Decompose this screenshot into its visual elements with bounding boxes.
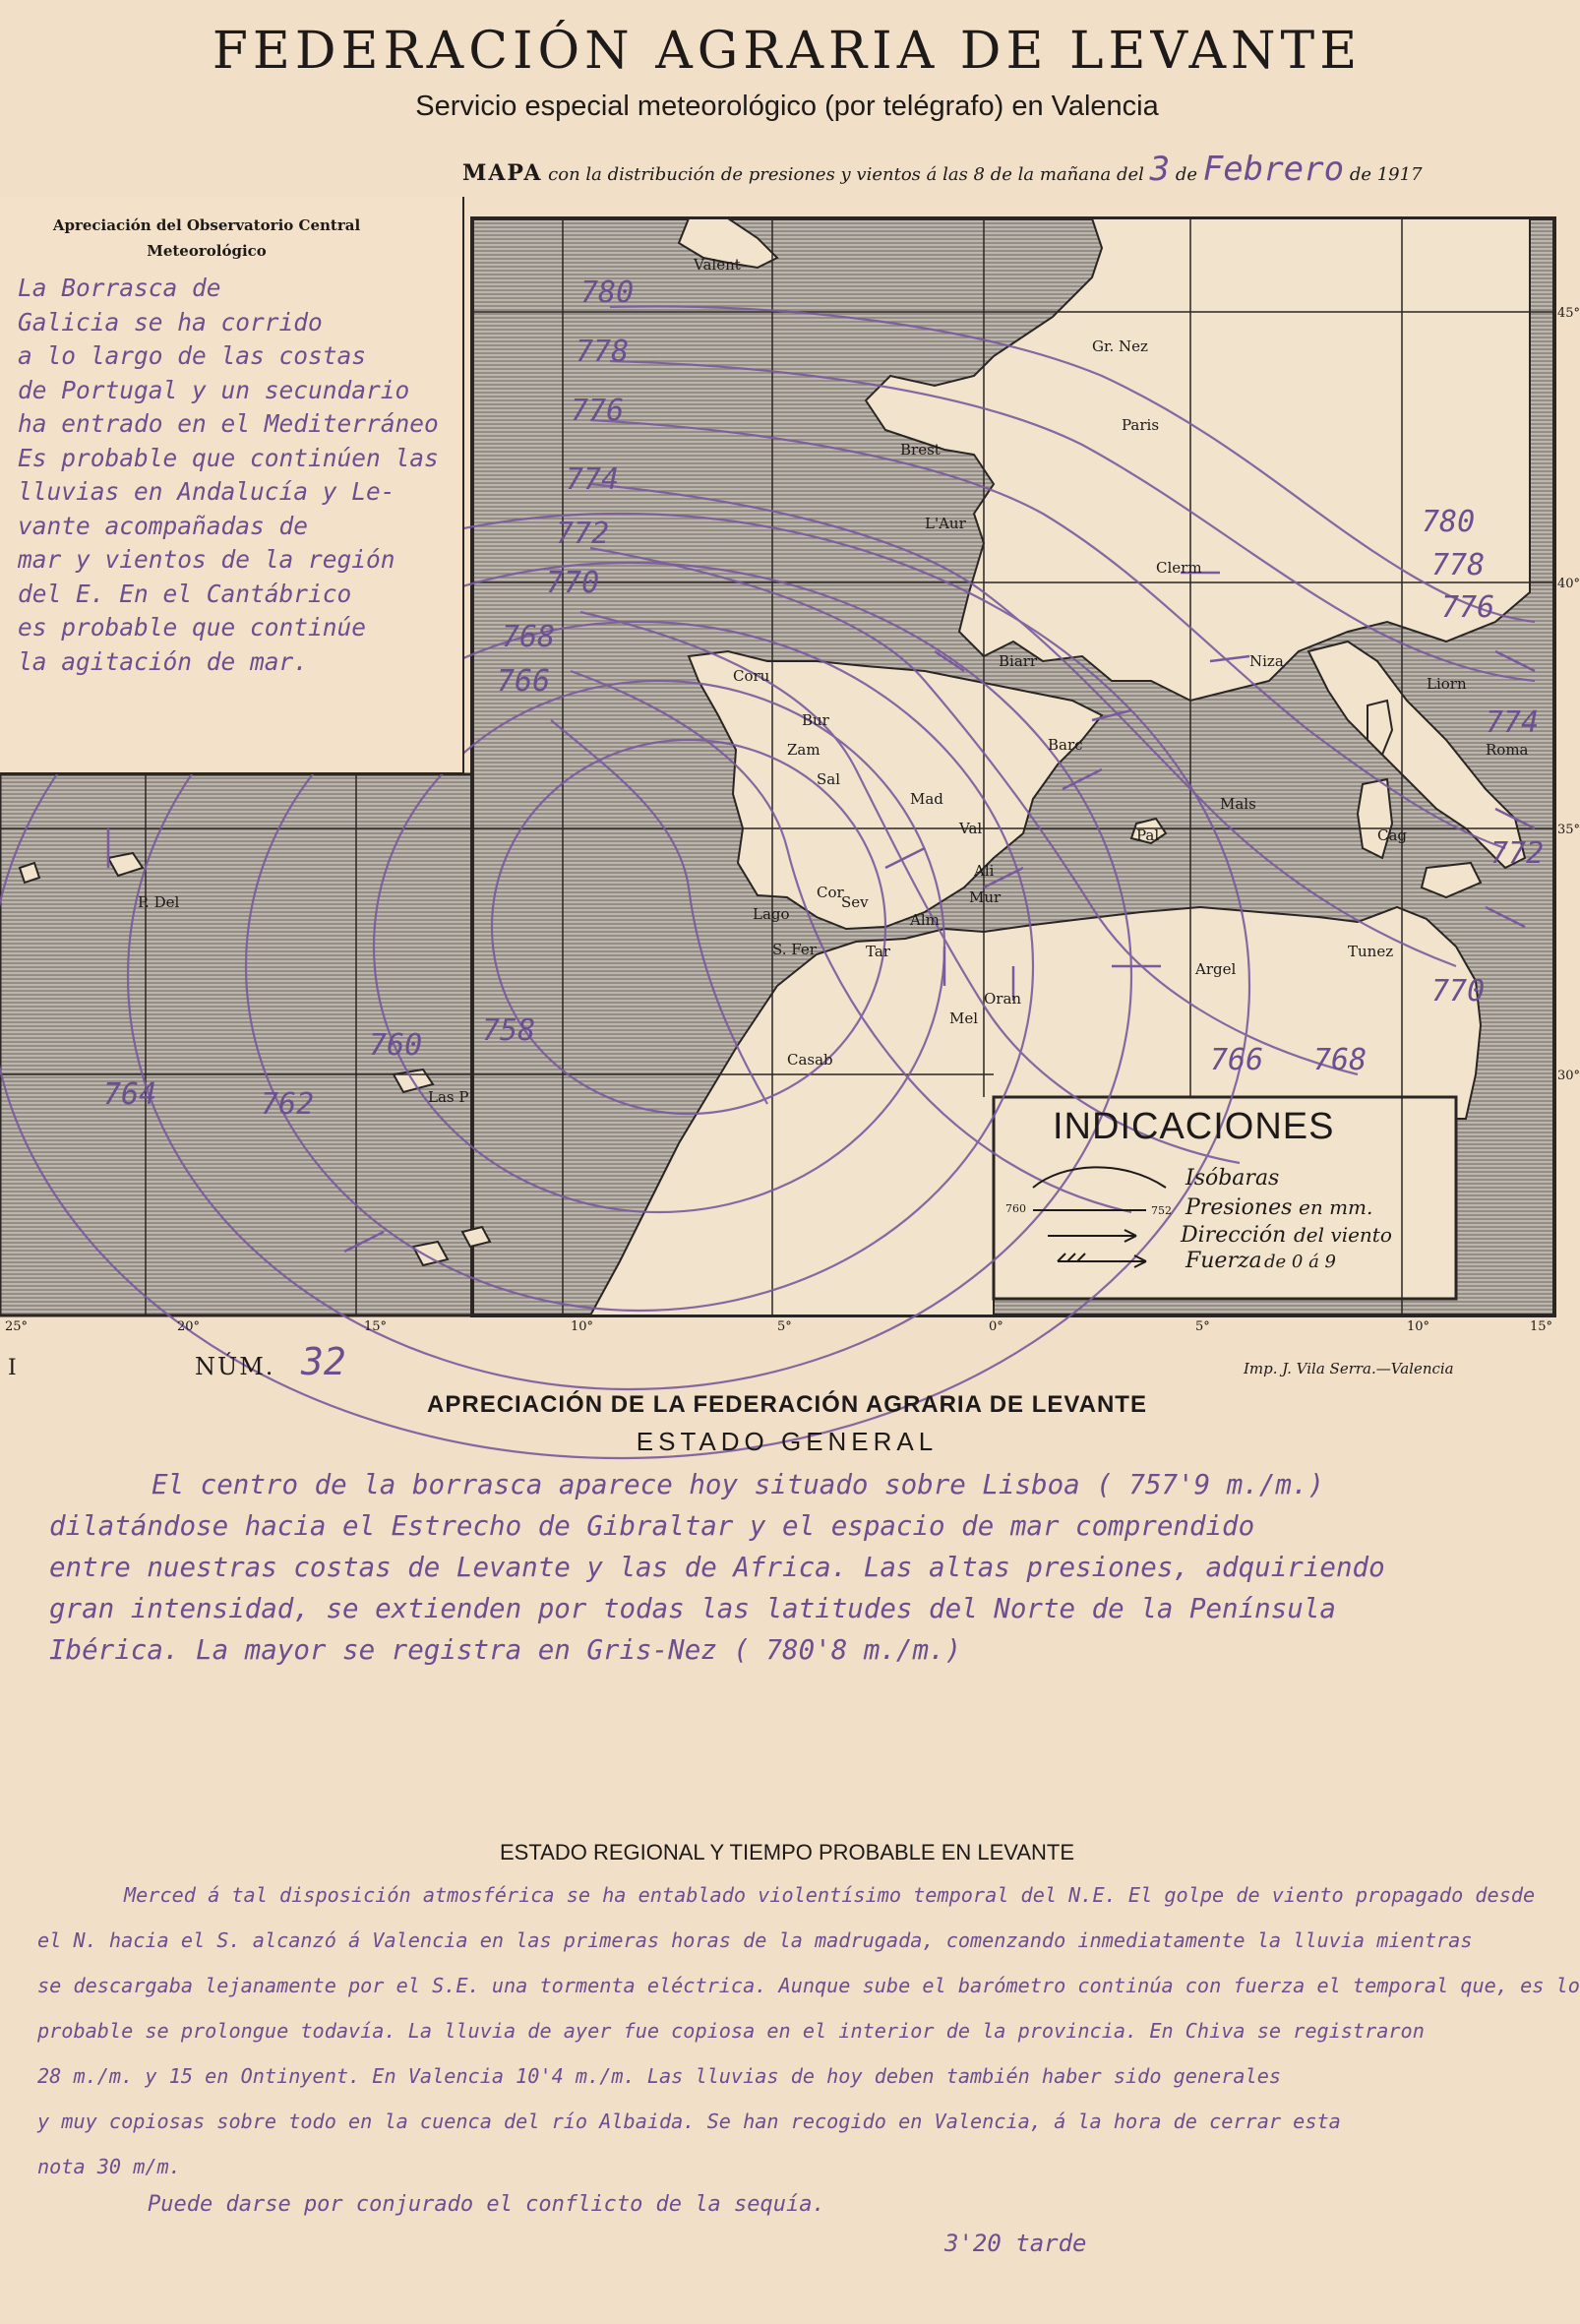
general-state-line: El centro de la borrasca aparece hoy situado sobre Lisboa ( 757'9 m./m.) — [152, 1469, 1325, 1500]
lon-label: 0° — [989, 1319, 1003, 1334]
place-name: Val — [959, 820, 983, 837]
isobar-label: 768 — [502, 620, 556, 654]
lat-label: 40° — [1557, 577, 1580, 591]
place-name: Liorn — [1427, 675, 1467, 693]
place-name: Ali — [974, 862, 995, 880]
isobar-label: 772 — [1490, 836, 1545, 871]
regional-time: 3'20 tarde — [944, 2230, 1087, 2257]
isobar-label: 778 — [576, 335, 630, 369]
observatory-note-line: a lo largo de las costas — [18, 341, 367, 370]
place-name: Roma — [1486, 741, 1529, 759]
isobar-label: 758 — [482, 1013, 536, 1048]
lon-label: 5° — [777, 1319, 792, 1334]
number-value: 32 — [301, 1340, 346, 1383]
isobar-label: 762 — [261, 1087, 315, 1122]
imprint: Imp. J. Vila Serra.—Valencia — [1244, 1360, 1454, 1377]
lon-label: 20° — [177, 1319, 201, 1334]
isobar-label: 776 — [1441, 590, 1495, 625]
observatory-note-line: de Portugal y un secundario — [18, 375, 410, 404]
place-name: Sev — [841, 893, 869, 911]
place-name: Paris — [1122, 416, 1160, 434]
place-name: Cor — [817, 884, 844, 901]
isobar-label: 770 — [546, 566, 600, 600]
legend-fuerza: Fuerza — [1185, 1249, 1262, 1273]
place-name: Cag — [1377, 826, 1408, 844]
observatory-note-line: La Borrasca de — [18, 274, 221, 302]
regional-line: nota 30 m/m. — [37, 2155, 181, 2178]
legend-pressure-left: 760 — [1005, 1202, 1026, 1215]
regional-line: Merced á tal disposición atmosférica se ha entablado violentísimo temporal del N.E. El golpe de viento propagado desde — [124, 1883, 1536, 1907]
general-state-heading: ESTADO GENERAL — [636, 1427, 939, 1456]
place-name: Tunez — [1348, 943, 1394, 960]
observatory-heading — [0, 213, 413, 264]
observatory-note-line: Galicia se ha corrido — [18, 307, 323, 336]
observatory-note-line: la agitación de mar. — [18, 646, 309, 676]
place-name: S. Fer — [772, 941, 817, 958]
lon-label: 15° — [1530, 1319, 1553, 1334]
observatory-note-line: ha entrado en el Mediterráneo — [18, 409, 439, 438]
isobar-label: 766 — [497, 664, 551, 699]
place-name: Argel — [1195, 960, 1237, 978]
place-name: Pal — [1136, 826, 1160, 844]
margin-mark: I — [8, 1356, 17, 1380]
lon-label: 15° — [364, 1319, 388, 1334]
isobar-label: 776 — [571, 394, 625, 428]
isobar-label: 770 — [1431, 974, 1486, 1009]
place-name: Mel — [949, 1009, 979, 1027]
regional-line: se descargaba lejanamente por el S.E. una tormenta eléctrica. Aunque sube el barómetro continúa con fuerza el temporal que, es lo — [37, 1974, 1580, 1997]
place-name: Alm — [910, 911, 940, 929]
number-label: NÚM. — [195, 1353, 275, 1380]
lat-label: 35° — [1557, 823, 1580, 837]
regional-extra-note: Puede darse por conjurado el conflicto de la sequía. — [148, 2192, 825, 2217]
general-state-line: dilatándose hacia el Estrecho de Gibraltar y el espacio de mar comprendido — [49, 1510, 1255, 1542]
map-day: 3 — [1149, 150, 1171, 189]
place-name: Coru — [733, 667, 770, 685]
place-name: Casab — [787, 1051, 833, 1069]
place-name: Brest — [900, 441, 941, 459]
lon-label: 10° — [571, 1319, 594, 1334]
isobar-label: 772 — [556, 517, 610, 551]
isobar-label: 778 — [1431, 548, 1486, 582]
place-name: Mad — [910, 790, 943, 808]
legend-isobaras: Isóbaras — [1185, 1166, 1280, 1191]
legend-direccion: Dirección — [1181, 1223, 1287, 1248]
legend-presiones-unit: en mm. — [1299, 1195, 1373, 1219]
place-name: Las P — [428, 1088, 469, 1106]
place-name: Lago — [753, 905, 790, 923]
page-subtitle: Servicio especial meteorológico (por telégrafo) en Valencia — [415, 91, 1159, 122]
observatory-note-line: del E. En el Cantábrico — [18, 579, 352, 608]
map-year: de 1917 — [1349, 164, 1423, 185]
regional-text — [37, 1872, 1580, 2189]
general-state-line: entre nuestras costas de Levante y las de Africa. Las altas presiones, adquiriendo — [49, 1552, 1385, 1583]
regional-line: 28 m./m. y 15 en Ontinyent. En Valencia 10'4 m./m. Las lluvias de hoy deben también haber sido generales — [37, 2064, 1282, 2088]
place-name: Gr. Nez — [1092, 337, 1148, 355]
observatory-note-line: lluvias en Andalucía y Le- — [18, 477, 395, 506]
place-name: Biarr — [999, 652, 1038, 670]
lon-label: 10° — [1407, 1319, 1430, 1334]
place-name: Bur — [802, 711, 829, 729]
general-state-text — [49, 1464, 1554, 1671]
place-name: L'Aur — [925, 515, 966, 532]
place-name: Oran — [984, 990, 1022, 1008]
regional-line: y muy copiosas sobre todo en la cuenca del río Albaida. Se han recogido en Valencia, á la hora de cerrar esta — [37, 2110, 1341, 2133]
place-name: Zam — [787, 741, 820, 759]
map-caption-line — [462, 150, 1569, 189]
general-state-line: gran intensidad, se extienden por todas las latitudes del Norte de la Península — [49, 1593, 1336, 1624]
place-name: Mur — [969, 888, 1002, 906]
observatory-heading-line: Apreciación del Observatorio Central — [52, 216, 361, 234]
place-name: Barc — [1048, 736, 1083, 754]
map-caption-de: de — [1175, 164, 1198, 185]
place-name: Clerm — [1156, 559, 1202, 577]
legend-fuerza-unit: de 0 á 9 — [1264, 1252, 1336, 1272]
regional-line: probable se prolongue todavía. La lluvia de ayer fue copiosa en el interior de la provincia. En Chiva se registraron — [37, 2019, 1425, 2043]
map-caption-text: con la distribución de presiones y vientos á las 8 de la mañana del — [548, 164, 1144, 185]
observatory-note-line: vante acompañadas de — [18, 511, 309, 540]
isobar-label: 780 — [580, 275, 635, 310]
isobar-label: 764 — [103, 1077, 157, 1112]
lat-label: 30° — [1557, 1069, 1580, 1083]
legend-pressure-right: 752 — [1151, 1204, 1172, 1217]
place-name: Tar — [866, 943, 890, 960]
lon-label: 5° — [1195, 1319, 1210, 1334]
regional-heading: ESTADO REGIONAL Y TIEMPO PROBABLE EN LEVANTE — [500, 1840, 1074, 1865]
place-name: P. Del — [138, 893, 180, 911]
page-title: FEDERACIÓN AGRARIA DE LEVANTE — [212, 22, 1363, 81]
map-caption-word: MAPA — [462, 160, 543, 186]
isobar-label: 774 — [566, 462, 620, 497]
isobar-label: 760 — [369, 1028, 423, 1063]
observatory-note-line: Es probable que continúen las — [18, 443, 439, 472]
isobar-label: 766 — [1210, 1043, 1264, 1077]
observatory-note-line: es probable que continúe — [18, 613, 367, 642]
observatory-note — [18, 272, 451, 679]
legend-direccion-unit: del viento — [1294, 1223, 1392, 1247]
map-month: Febrero — [1202, 150, 1345, 189]
federation-heading: APRECIACIÓN DE LA FEDERACIÓN AGRARIA DE LEVANTE — [427, 1391, 1147, 1418]
lon-label: 25° — [5, 1319, 29, 1334]
general-state-line: Ibérica. La mayor se registra en Gris-Nez ( 780'8 m./m.) — [49, 1634, 962, 1666]
observatory-heading-line: Meteorológico — [147, 242, 267, 260]
regional-line: el N. hacia el S. alcanzó á Valencia en las primeras horas de la madrugada, comenzando inmediatamente la lluvia mientras — [37, 1928, 1473, 1952]
place-name: Mals — [1220, 795, 1256, 813]
observatory-note-line: mar y vientos de la región — [18, 545, 395, 574]
isobar-label: 774 — [1486, 705, 1540, 740]
lat-label: 45° — [1557, 306, 1580, 321]
place-name: Niza — [1249, 652, 1284, 670]
legend-presiones: Presiones — [1185, 1195, 1293, 1220]
place-name: Sal — [817, 770, 841, 788]
isobar-label: 768 — [1313, 1043, 1367, 1077]
isobar-label: 780 — [1422, 505, 1476, 539]
legend-title: INDICACIONES — [1053, 1106, 1335, 1147]
place-name: Valent — [694, 256, 741, 274]
